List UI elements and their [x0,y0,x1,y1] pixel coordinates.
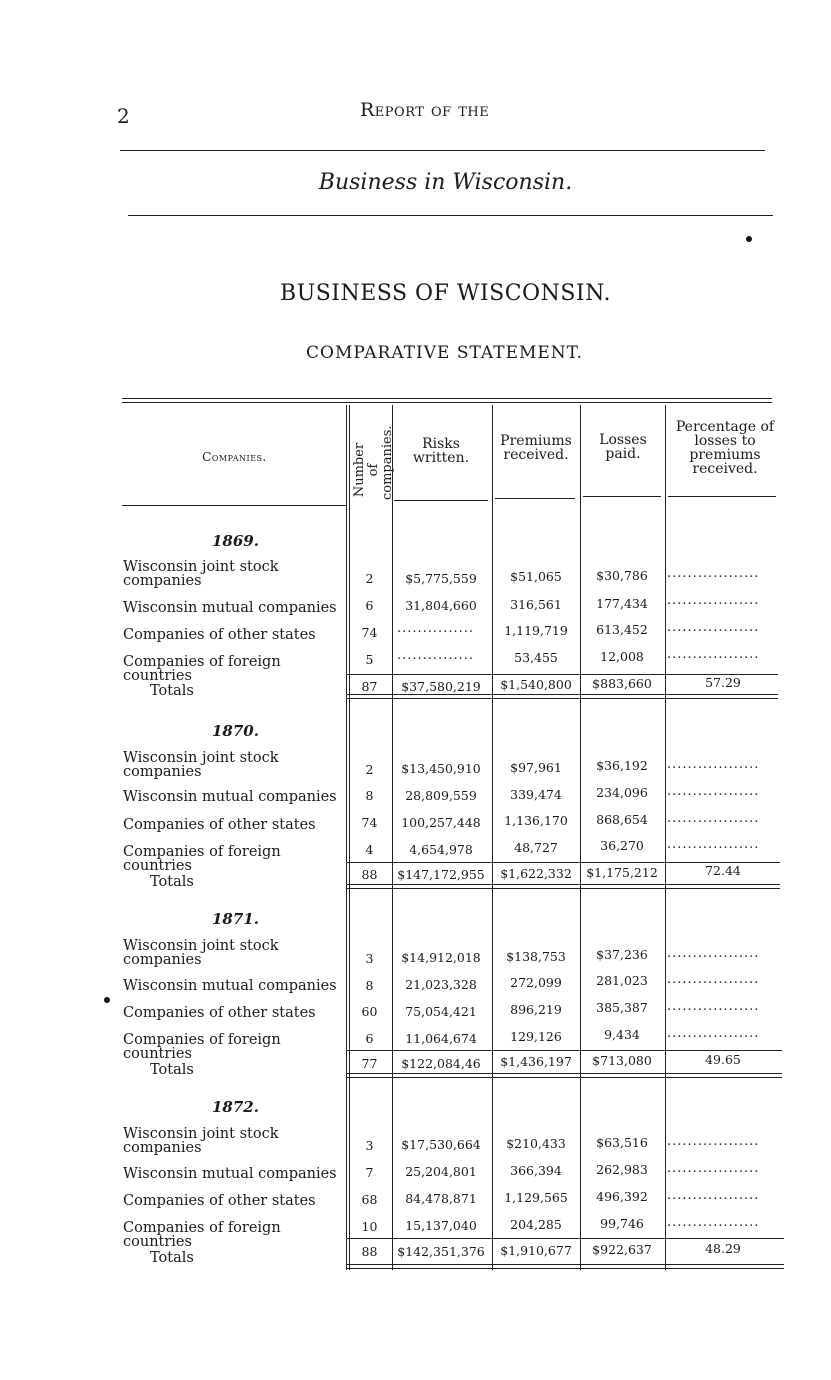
row-label: Wisconsin mutual companies [123,600,337,616]
row-label: Companies of foreign countries [123,844,281,874]
cell-premiums-total: $1,540,800 [500,677,572,692]
cell-number: 10 [361,1219,378,1234]
row-label: Companies of other states [123,627,316,643]
row-label: Companies of foreign countries [123,1220,281,1250]
dot-leader: .................. [667,1215,760,1230]
totals-top-rule [346,1050,782,1051]
cell-number: 7 [365,1165,374,1180]
cell-premiums-total: $1,436,197 [500,1054,572,1069]
header-bottom-rule-5 [668,496,776,497]
row-label: Companies of other states [123,817,316,833]
cell-risks: 11,064,674 [405,1031,477,1046]
cell-losses: $36,192 [596,758,648,773]
cell-number: 8 [365,978,374,993]
cell-losses-total: $883,660 [592,676,652,691]
row-label: Companies of foreign countries [123,654,281,684]
cell-risks: $5,775,559 [405,571,477,586]
cell-risks: $13,450,910 [401,761,481,776]
cell-risks: 84,478,871 [405,1191,477,1206]
header-number: Number of companies. [352,425,395,500]
totals-label: Totals [150,1062,194,1078]
dot-leader: .................. [667,784,760,799]
header-premiums: Premiums received. [500,433,572,463]
page-number: 2 [117,104,130,128]
cell-premiums: 316,561 [510,597,562,612]
cell-risks: 75,054,421 [405,1004,477,1019]
dot-leader: .................. [667,1188,760,1203]
row-label: Wisconsin joint stock companies [123,750,279,780]
cell-percentage-total: 57.29 [705,675,741,690]
cell-losses: $37,236 [596,947,648,962]
year-heading: 1871. [212,910,259,928]
year-heading: 1869. [212,532,259,550]
cell-risks-total: $122,084,46 [401,1056,481,1071]
cell-premiums: $138,753 [506,949,566,964]
cell-losses: 385,387 [596,1000,648,1015]
page-title: BUSINESS OF WISCONSIN. [280,281,611,306]
dot-leader: .................. [667,811,760,826]
totals-label: Totals [150,683,194,699]
dot-leader: .................. [667,972,760,987]
header-bottom-rule-3 [495,498,575,499]
cell-premiums: 1,136,170 [504,813,568,828]
dot-leader: ............... [397,621,474,636]
header-bottom-rule [122,505,346,506]
row-label: Wisconsin joint stock companies [123,1126,279,1156]
row-label: Companies of other states [123,1005,316,1021]
row-label: Wisconsin mutual companies [123,978,337,994]
cell-losses-total: $922,637 [592,1242,652,1257]
cell-percentage-total: 72.44 [705,863,741,878]
cell-losses: 496,392 [596,1189,648,1204]
totals-label: Totals [150,874,194,890]
cell-premiums: 339,474 [510,787,562,802]
cell-number: 6 [365,598,374,613]
header-bottom-rule-2 [394,500,488,501]
cell-percentage-total: 49.65 [705,1052,741,1067]
cell-losses: 12,008 [600,649,644,664]
row-label-text: Wisconsin joint stock companies [123,559,279,589]
totals-bottom-rule [346,1264,784,1269]
year-heading: 1870. [212,722,259,740]
cell-risks: 25,204,801 [405,1164,477,1179]
cell-losses-total: $1,175,212 [586,865,658,880]
dot-leader: .................. [667,620,760,635]
top-rule [120,150,765,151]
cell-number: 68 [361,1192,378,1207]
cell-losses-total: $713,080 [592,1053,652,1068]
cell-premiums-total: $1,622,332 [500,866,572,881]
cell-number: 74 [361,815,378,830]
dot-leader: .................. [667,757,760,772]
cell-premiums: $97,961 [510,760,562,775]
cell-losses: 234,096 [596,785,648,800]
dot-leader: .................. [667,999,760,1014]
cell-premiums: 366,394 [510,1163,562,1178]
cell-losses: 177,434 [596,596,648,611]
cell-losses: 281,023 [596,973,648,988]
totals-label: Totals [150,1250,194,1266]
header-percentage: Percentage of losses to premiums received. [675,419,775,477]
cell-premiums: $51,065 [510,569,562,584]
cell-number-total: 88 [361,867,378,882]
cell-risks: 15,137,040 [405,1218,477,1233]
cell-losses: 36,270 [600,838,644,853]
cell-number: 5 [365,652,374,667]
row-label: Wisconsin mutual companies [123,1166,337,1182]
dot-leader: .................. [667,946,760,961]
dot-leader: .................. [667,1026,760,1041]
cell-losses: 9,434 [604,1027,640,1042]
cell-number-total: 77 [361,1056,378,1071]
cell-premiums: 896,219 [510,1002,562,1017]
cell-premiums: 129,126 [510,1029,562,1044]
running-head: Report of the [360,99,490,121]
cell-losses: 99,746 [600,1216,644,1231]
cell-premiums: 1,129,565 [504,1190,568,1205]
dot-leader: .................. [667,647,760,662]
cell-number-total: 88 [361,1244,378,1259]
cell-percentage-total: 48.29 [705,1241,741,1256]
cell-risks-total: $37,580,219 [401,679,481,694]
header-companies: Companies. [202,450,267,464]
cell-premiums: 48,727 [514,840,558,855]
dot-leader: .................. [667,593,760,608]
row-label: Companies of other states [123,1193,316,1209]
row-label: Wisconsin joint stock companies [123,938,279,968]
header-risks: Risks written. [412,436,470,466]
cell-losses: $30,786 [596,568,648,583]
dot-leader: .................. [667,837,760,852]
dot-leader: .................. [667,566,760,581]
dot-leader: .................. [667,1134,760,1149]
cell-risks: 4,654,978 [409,842,473,857]
year-heading: 1872. [212,1098,259,1116]
section-subhead: Business in Wisconsin. [318,170,573,195]
cell-risks: 28,809,559 [405,788,477,803]
cell-risks: 21,023,328 [405,977,477,992]
cell-premiums: 53,455 [514,650,558,665]
ink-speck [746,236,752,242]
cell-number: 6 [365,1031,374,1046]
cell-premiums: $210,433 [506,1136,566,1151]
cell-number: 8 [365,788,374,803]
cell-premiums-total: $1,910,677 [500,1243,572,1258]
cell-premiums: 204,285 [510,1217,562,1232]
totals-bottom-rule [346,694,778,699]
cell-risks-total: $147,172,955 [397,867,485,882]
cell-number: 4 [365,842,374,857]
cell-risks-total: $142,351,376 [397,1244,485,1259]
totals-bottom-rule [346,1073,782,1078]
cell-number: 3 [365,1138,374,1153]
cell-risks: 31,804,660 [405,598,477,613]
table-top-rule [122,398,772,403]
cell-risks: $14,912,018 [401,950,481,965]
cell-number: 74 [361,625,378,640]
cell-risks: 100,257,448 [401,815,481,830]
totals-bottom-rule [346,884,780,889]
cell-losses: $63,516 [596,1135,648,1150]
subhead-rule [128,215,773,216]
cell-number-total: 87 [361,679,378,694]
cell-number: 60 [361,1004,378,1019]
header-losses: Losses paid. [599,432,647,462]
cell-premiums: 272,099 [510,975,562,990]
row-label [123,560,348,588]
totals-top-rule [346,1238,784,1239]
page-subtitle: COMPARATIVE STATEMENT. [306,343,583,363]
dot-leader: .................. [667,1161,760,1176]
row-label: Wisconsin mutual companies [123,789,337,805]
cell-premiums: 1,119,719 [504,623,568,638]
row-label: Companies of foreign countries [123,1032,281,1062]
dot-leader: ............... [397,648,474,663]
cell-losses: 262,983 [596,1162,648,1177]
cell-number: 2 [365,571,374,586]
cell-losses: 613,452 [596,622,648,637]
cell-number: 3 [365,951,374,966]
cell-number: 2 [365,762,374,777]
cell-risks: $17,530,664 [401,1137,481,1152]
col-divider-5 [665,405,666,1270]
ink-speck [104,997,110,1003]
header-bottom-rule-4 [583,496,661,497]
cell-losses: 868,654 [596,812,648,827]
